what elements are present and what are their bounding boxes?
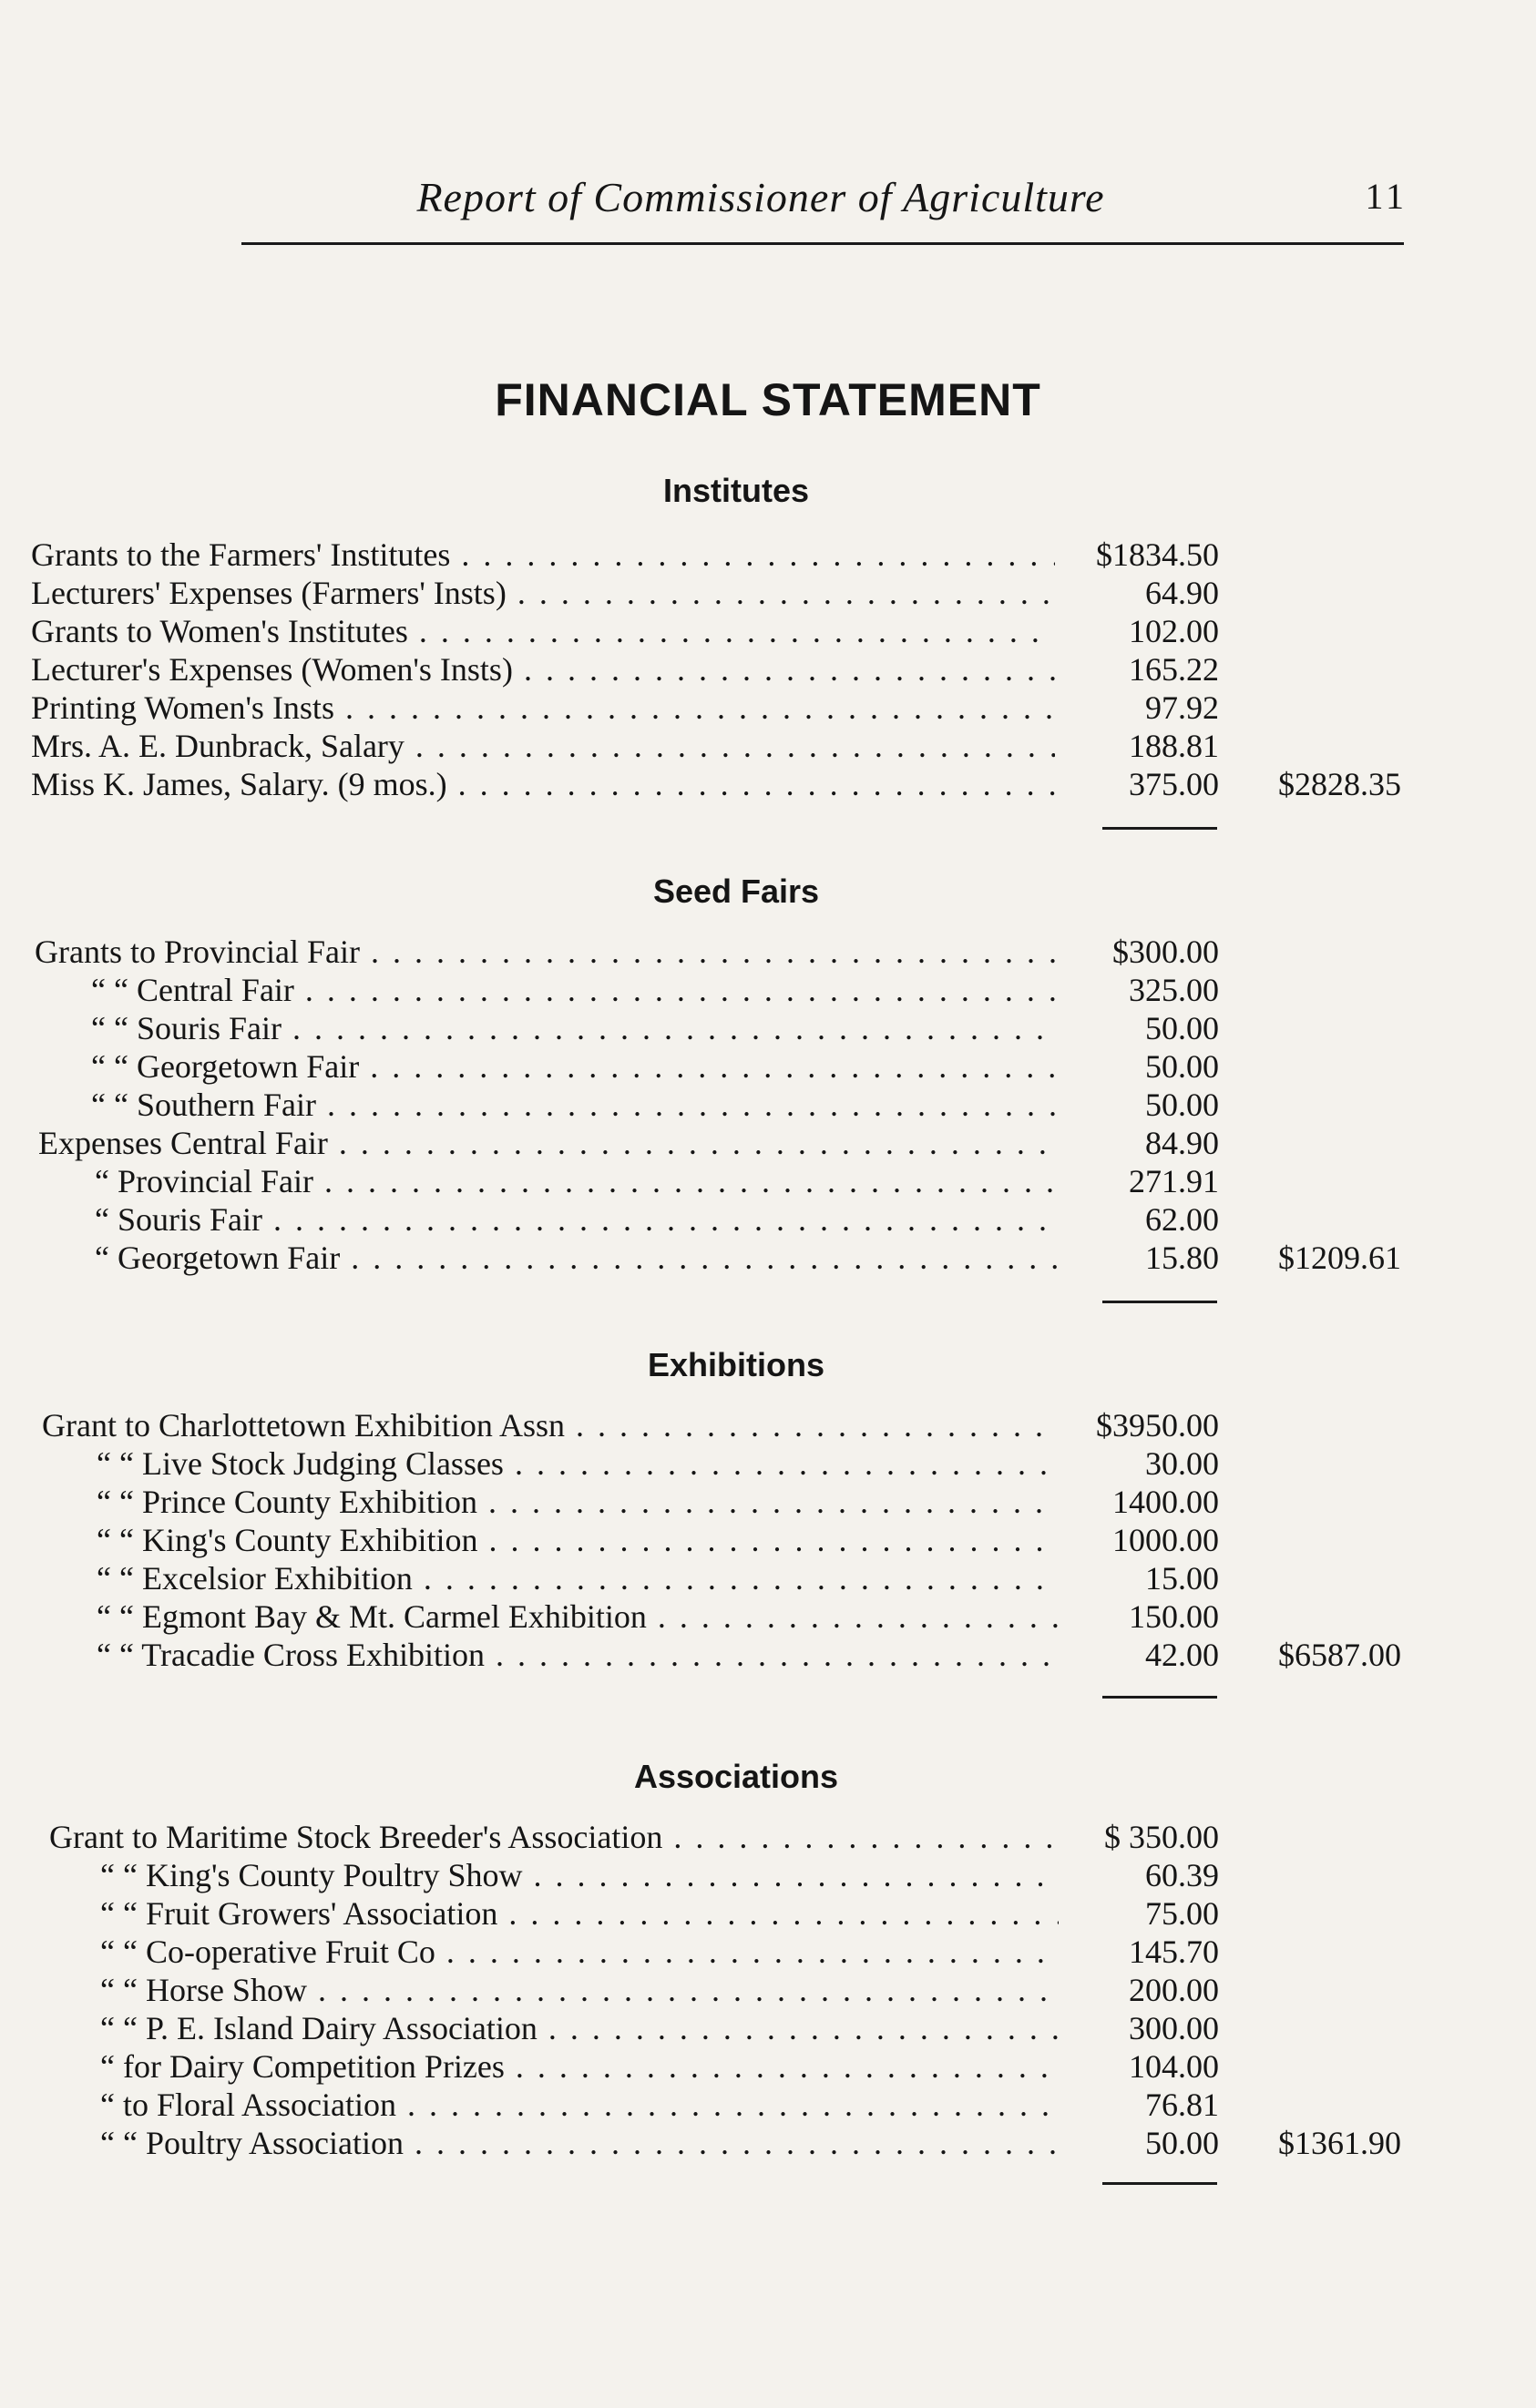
row-amount: 165.22 — [1129, 651, 1219, 688]
ledger-row — [0, 971, 1536, 1009]
section-total: $6587.00 — [1278, 1637, 1401, 1673]
row-label: “ “ Souris Fair . . . — [91, 1009, 1059, 1047]
row-label: Miss K. James, Salary. (9 mos.) . . . — [31, 765, 1055, 803]
row-label: “ “ Tracadie Cross Exhibition . . . — [97, 1636, 1059, 1674]
row-amount: 50.00 — [1145, 1048, 1219, 1085]
ledger-row — [0, 1086, 1536, 1124]
row-label: “ “ Southern Fair . . . — [91, 1086, 1059, 1124]
running-header — [241, 173, 1408, 237]
ledger-row — [0, 1559, 1536, 1597]
row-amount: 200.00 — [1129, 1972, 1219, 2008]
sum-rule — [1102, 827, 1217, 830]
row-label: “ “ King's County Exhibition . . . — [97, 1521, 1059, 1559]
ledger-row — [0, 1009, 1536, 1047]
ledger-row — [0, 1406, 1536, 1444]
page-number: 11 — [1365, 176, 1408, 217]
section-title-seed-fairs: Seed Fairs — [652, 872, 820, 910]
row-label: Grant to Charlottetown Exhibition Assn . . . — [42, 1406, 1059, 1444]
row-label: “ “ Central Fair . . . — [91, 971, 1059, 1009]
row-amount: 102.00 — [1129, 613, 1219, 649]
page-title: FINANCIAL STATEMENT — [495, 374, 1041, 425]
ledger-row — [0, 612, 1536, 650]
row-amount: $3950.00 — [1096, 1407, 1219, 1444]
row-amount: 325.00 — [1129, 972, 1219, 1008]
row-amount: 62.00 — [1145, 1201, 1219, 1238]
header-rule — [241, 242, 1404, 245]
section-title-exhibitions: Exhibitions — [647, 1346, 824, 1383]
row-label: “ “ Co-operative Fruit Co . . . — [100, 1933, 1059, 1971]
row-amount: 84.90 — [1145, 1125, 1219, 1161]
ledger-row — [0, 1894, 1536, 1933]
ledger-row — [0, 2009, 1536, 2047]
row-label: Printing Women's Insts . . . — [31, 689, 1055, 727]
ledger-row — [0, 650, 1536, 689]
row-label: Expenses Central Fair . . . — [38, 1124, 1059, 1162]
ledger-row — [0, 1971, 1536, 2009]
row-amount: 42.00 — [1145, 1637, 1219, 1673]
row-label: Grants to Women's Institutes . . . — [31, 612, 1055, 650]
ledger-row — [0, 933, 1536, 971]
row-label: “ Souris Fair . . . — [95, 1200, 1059, 1239]
row-amount: 145.70 — [1129, 1934, 1219, 1970]
row-label: “ “ Horse Show . . . — [100, 1971, 1059, 2009]
ledger-row — [0, 1933, 1536, 1971]
ledger-row — [0, 1162, 1536, 1200]
section-total: $2828.35 — [1278, 766, 1401, 802]
row-amount: 104.00 — [1129, 2048, 1219, 2085]
row-amount: 97.92 — [1145, 689, 1219, 726]
row-amount: 60.39 — [1145, 1857, 1219, 1893]
row-label: “ Georgetown Fair . . . — [95, 1239, 1059, 1277]
sum-rule — [1102, 2182, 1217, 2185]
row-amount: 50.00 — [1145, 1010, 1219, 1046]
ledger-row — [0, 765, 1536, 803]
section-title-associations: Associations — [633, 1758, 839, 1795]
ledger-row — [0, 1444, 1536, 1483]
ledger-row — [0, 1818, 1536, 1856]
row-amount: 375.00 — [1129, 766, 1219, 802]
row-amount: $1834.50 — [1096, 536, 1219, 573]
row-label: “ “ Georgetown Fair . . . — [91, 1047, 1059, 1086]
row-amount: 271.91 — [1129, 1163, 1219, 1199]
ledger-row — [0, 1200, 1536, 1239]
row-label: “ “ Prince County Exhibition . . . — [97, 1483, 1059, 1521]
row-amount: 50.00 — [1145, 1087, 1219, 1123]
ledger-row — [0, 1047, 1536, 1086]
ledger-row — [0, 1521, 1536, 1559]
ledger-row — [0, 1636, 1536, 1674]
ledger-row — [0, 727, 1536, 765]
ledger-row — [0, 1597, 1536, 1636]
sum-rule — [1102, 1696, 1217, 1699]
row-label: “ “ P. E. Island Dairy Association . . . — [100, 2009, 1059, 2047]
ledger-row — [0, 689, 1536, 727]
ledger-row — [0, 2086, 1536, 2124]
row-amount: 1400.00 — [1112, 1484, 1219, 1520]
row-amount: 50.00 — [1145, 2125, 1219, 2161]
running-title: Report of Commissioner of Agriculture — [416, 174, 1105, 220]
row-amount: 15.80 — [1145, 1240, 1219, 1276]
section-total: $1209.61 — [1278, 1240, 1401, 1276]
row-amount: $300.00 — [1112, 934, 1219, 970]
ledger-row — [0, 1856, 1536, 1894]
row-label: “ Provincial Fair . . . — [95, 1162, 1059, 1200]
row-label: “ “ King's County Poultry Show . . . — [100, 1856, 1059, 1894]
row-amount: 64.90 — [1145, 575, 1219, 611]
row-label: Mrs. A. E. Dunbrack, Salary . . . — [31, 727, 1055, 765]
row-amount: 15.00 — [1145, 1560, 1219, 1597]
row-label: Grants to Provincial Fair . . . — [35, 933, 1059, 971]
ledger-row — [0, 1483, 1536, 1521]
ledger-row — [0, 1239, 1536, 1277]
row-amount: 188.81 — [1129, 728, 1219, 764]
row-label: “ “ Egmont Bay & Mt. Carmel Exhibition . . . — [97, 1597, 1059, 1636]
row-label: Lecturer's Expenses (Women's Insts) . . . — [31, 650, 1055, 689]
row-label: “ for Dairy Competition Prizes . . . — [100, 2047, 1059, 2086]
row-label: Grant to Maritime Stock Breeder's Association . . . — [49, 1818, 1059, 1856]
sum-rule — [1102, 1301, 1217, 1303]
row-amount: 75.00 — [1145, 1895, 1219, 1932]
ledger-row — [0, 536, 1536, 574]
row-label: “ “ Excelsior Exhibition . . . — [97, 1559, 1059, 1597]
row-amount: 76.81 — [1145, 2087, 1219, 2123]
row-label: “ “ Poultry Association . . . — [100, 2124, 1059, 2162]
ledger-row — [0, 1124, 1536, 1162]
row-amount: 30.00 — [1145, 1445, 1219, 1482]
row-amount: 150.00 — [1129, 1598, 1219, 1635]
ledger-row — [0, 2047, 1536, 2086]
row-amount: $ 350.00 — [1104, 1819, 1219, 1855]
ledger-row — [0, 2124, 1536, 2162]
section-total: $1361.90 — [1278, 2125, 1401, 2161]
row-label: “ “ Fruit Growers' Association . . . — [100, 1894, 1059, 1933]
row-amount: 1000.00 — [1112, 1522, 1219, 1558]
ledger-row — [0, 574, 1536, 612]
row-amount: 300.00 — [1129, 2010, 1219, 2046]
row-label: “ “ Live Stock Judging Classes . . . — [97, 1444, 1059, 1483]
row-label: “ to Floral Association . . . — [100, 2086, 1059, 2124]
row-label: Lecturers' Expenses (Farmers' Insts) . . . — [31, 574, 1055, 612]
section-title-institutes: Institutes — [662, 472, 809, 509]
row-label: Grants to the Farmers' Institutes . . . — [31, 536, 1055, 574]
